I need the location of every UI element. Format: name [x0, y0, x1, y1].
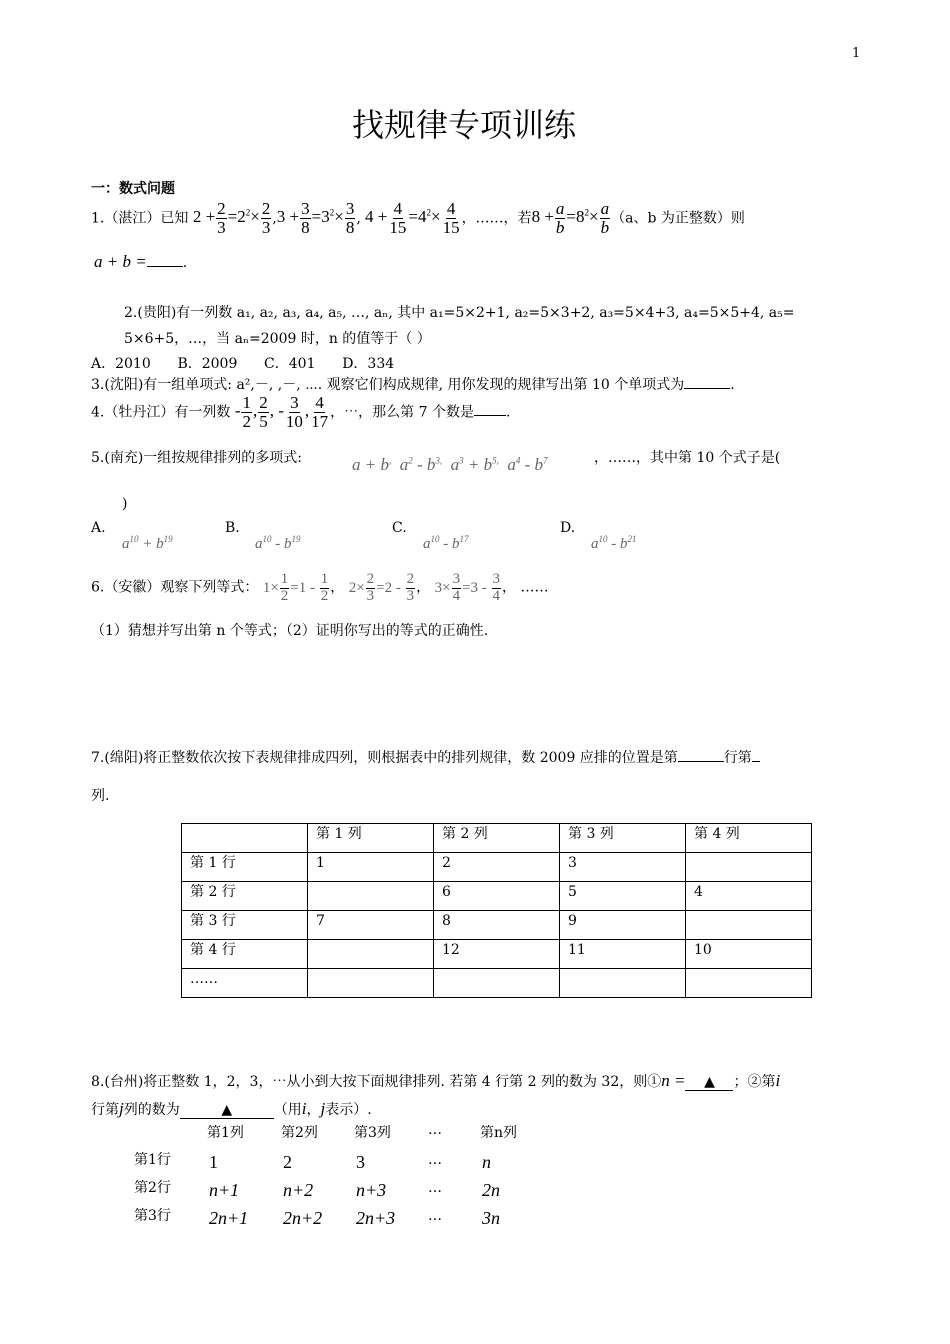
- q8-row-label: 第2行: [134, 1180, 171, 1196]
- table-cell: 8: [434, 911, 560, 940]
- table-cell: 4: [686, 882, 812, 911]
- table-cell: [308, 940, 434, 969]
- q5-option-b-label: B.: [225, 520, 240, 536]
- table-cell: 第 1 列: [308, 824, 434, 853]
- q6-task: （1）猜想并写出第 n 个等式；（2）证明你写出的等式的正确性.: [91, 623, 489, 639]
- q1-blank[interactable]: [147, 266, 183, 267]
- q5-option-c-label: C.: [392, 520, 407, 536]
- table-cell: 第 4 列: [686, 824, 812, 853]
- q5-option-b: $a^{10} - b^{19}$: [255, 534, 301, 552]
- table-cell: 第 3 列: [560, 824, 686, 853]
- q7-blank-row[interactable]: [678, 761, 724, 762]
- section-heading: 一：数式问题: [91, 181, 175, 197]
- table-cell: 第 4 行: [182, 940, 308, 969]
- q8-cell: 3n: [482, 1208, 500, 1228]
- q2-options: A．2010 B．2009 C．401 D．334: [91, 356, 395, 372]
- q8-cell: 2n+2: [283, 1208, 323, 1228]
- table-cell: [560, 969, 686, 998]
- table-cell: [182, 824, 308, 853]
- table-cell: 6: [434, 882, 560, 911]
- q5-suffix: ，……，其中第 10 个式子是(: [594, 450, 781, 466]
- table-row: [182, 911, 812, 940]
- q7-end: 列.: [91, 788, 110, 804]
- table-cell: 第 2 行: [182, 882, 308, 911]
- q1-prefix: 1.（湛江）已知: [91, 210, 189, 227]
- q8-blank-ij[interactable]: ▲: [180, 1102, 274, 1119]
- table-cell: ……: [182, 969, 308, 998]
- table-cell: 12: [434, 940, 560, 969]
- table-cell: 第 2 列: [434, 824, 560, 853]
- q1-answer-line: a + b = .: [94, 252, 188, 271]
- q5-option-d-label: D.: [560, 520, 576, 536]
- q8-col-header: 第3列: [354, 1125, 391, 1141]
- table-row: [182, 940, 812, 969]
- table-cell: 第 3 行: [182, 911, 308, 940]
- q8-cell: 2n: [482, 1180, 500, 1200]
- q8-col-header: 第2列: [281, 1125, 318, 1141]
- page-number: 1: [852, 46, 861, 61]
- q7-table: [181, 823, 812, 998]
- table-cell: 11: [560, 940, 686, 969]
- q8-line1: 8.(台州)将正整数 1，2，3，⋯从小到大按下面规律排列. 若第 4 行第 2 列的数为 32，则①n = ▲ ；②第i: [91, 1071, 781, 1090]
- table-row: [182, 853, 812, 882]
- table-cell: 5: [560, 882, 686, 911]
- q8-cell: 2n+3: [356, 1208, 396, 1228]
- q8-cell: n+3: [356, 1180, 387, 1200]
- q2-line1: 2.(贵阳)有一列数 a₁, a₂, a₃, a₄, a₅, …, aₙ, 其中 a₁=5×2+1, a₂=5×3+2, a₃=5×4+3, a₄=5×5+4, a₅=: [124, 305, 795, 321]
- q8-cell: 2n+1: [209, 1208, 249, 1228]
- table-cell: 第 1 行: [182, 853, 308, 882]
- q8-cell: n: [482, 1152, 491, 1172]
- table-cell: 1: [308, 853, 434, 882]
- q4-blank[interactable]: [474, 415, 506, 416]
- question-4: 4.（牡丹江）有一列数 - $\frac{1}{2}$ , $\frac{2}{5}$ , - $\frac{3}{10}$ , $\frac{4}{17}$ ，⋯，那么第 7 个数是 .: [91, 393, 511, 431]
- question-1: 1.（湛江）已知 2 + $\frac{2}{3}$ $=2^2\times$ $\frac{2}{3}$ ,3 + $\frac{3}{8}$ $=3^2\times$ $\frac{3}{8}$ , 4 + $\frac{4}{15}$ $=4^2\times$ $\frac{4}{15}$ ，……，若8 + $\frac{a}{b}$ $=8^2\times$ $\frac{a}{b}$ （a、b 为正整数）则: [91, 199, 745, 237]
- question-3: 3.(沈阳)有一组单项式: a²,－, ,－, ⋯. 观察它们构成规律, 用你发现的规律写出第 10 个单项式为 .: [91, 377, 735, 393]
- table-row: [182, 824, 812, 853]
- q8-col-header: 第1列: [207, 1125, 244, 1141]
- table-cell: 10: [686, 940, 812, 969]
- q8-cell: n+1: [209, 1180, 240, 1200]
- q8-line2: 行第j列的数为 ▲ （用i，j表示）.: [91, 1099, 372, 1118]
- q5-option-c: $a^{10} - b^{17}$: [423, 534, 469, 552]
- q5-prefix: 5.(南充)一组按规律排列的多项式:: [91, 450, 302, 466]
- question-7: 7.(绵阳)将正整数依次按下表规律排成四列，则根据表中的排列规律，数 2009 应排的位置是第 行第: [91, 747, 760, 767]
- q8-cell: …: [428, 1152, 442, 1168]
- table-cell: 9: [560, 911, 686, 940]
- q8-col-header: …: [428, 1122, 442, 1138]
- table-cell: [686, 969, 812, 998]
- table-cell: [308, 882, 434, 911]
- table-cell: 3: [560, 853, 686, 882]
- table-cell: [686, 911, 812, 940]
- q5-option-a-label: A.: [91, 520, 106, 536]
- q8-cell: 3: [356, 1152, 365, 1172]
- q1-expression: 2 + $\frac{2}{3}$ $=2^2\times$ $\frac{2}{3}$: [192, 199, 271, 237]
- q8-row-label: 第3行: [134, 1208, 171, 1224]
- page-title: 找规律专项训练: [352, 106, 577, 144]
- q8-cell: …: [428, 1208, 442, 1224]
- table-cell: [686, 853, 812, 882]
- q5-close: ): [122, 496, 128, 512]
- q5-option-a: $a^{10} + b^{19}$: [122, 534, 173, 552]
- table-cell: 2: [434, 853, 560, 882]
- q8-col-header: 第n列: [480, 1125, 518, 1141]
- table-row: [182, 882, 812, 911]
- q3-blank[interactable]: [684, 388, 730, 389]
- q8-cell: 2: [283, 1152, 292, 1172]
- q8-row-label: 第1行: [134, 1152, 171, 1168]
- q1-condition: （a、b 为正整数）则: [611, 210, 745, 227]
- q8-cell: 1: [209, 1152, 218, 1172]
- q2-line2: 5×6+5，…，当 aₙ=2009 时，n 的值等于（ ）: [124, 331, 431, 347]
- q7-blank-col[interactable]: [752, 761, 760, 762]
- table-row: [182, 969, 812, 998]
- q8-cell: n+2: [283, 1180, 314, 1200]
- table-cell: [434, 969, 560, 998]
- q5-polynomials: a + b, $a^2 - b^{3,}$ $a^3 + b^{5,}$ $a^4 - b^7$: [352, 455, 548, 474]
- q8-blank-n[interactable]: ▲: [685, 1074, 733, 1091]
- q8-cell: …: [428, 1180, 442, 1196]
- table-cell: 7: [308, 911, 434, 940]
- question-6: 6.（安徽）观察下列等式： 1× $\frac{1}{2}$ =1 - $\frac{1}{2}$ ， 2× $\frac{2}{3}$ =2 - $\frac{2}{3}$ ， 3× $\frac{3}{4}$ =3 - $\frac{3}{4}$ ， ……: [91, 571, 549, 604]
- q5-option-d: $a^{10} - b^{21}$: [591, 534, 637, 552]
- table-cell: [308, 969, 434, 998]
